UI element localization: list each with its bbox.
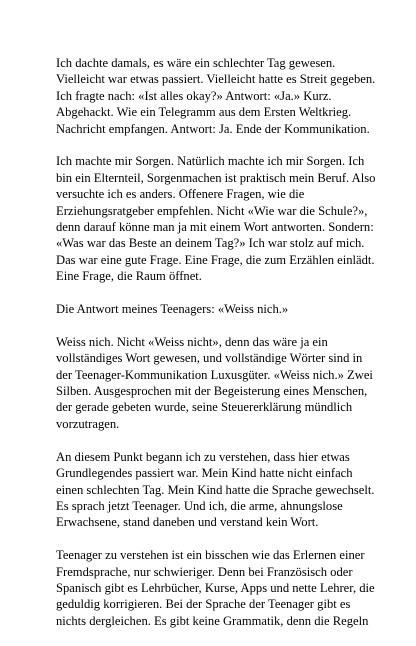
- text-line: Ich machte mir Sorgen. Natürlich machte ich mir Sorgen. Ich: [56, 154, 365, 169]
- paragraph: [56, 153, 374, 284]
- text-line: Das war eine gute Frage. Eine Frage, die zum Erzählen einlädt.: [56, 252, 375, 267]
- text-line: geduldig korrigieren. Bei der Sprache der Teenager gibt es: [56, 597, 351, 612]
- text-line: Nachricht empfangen. Antwort: Ja. Ende der Kommunikation.: [56, 121, 370, 136]
- paragraph: [56, 301, 374, 317]
- text-line: Es sprach jetzt Teenager. Und ich, die arme, ahnungslose: [56, 498, 343, 513]
- paragraph: [56, 449, 374, 531]
- text-line: vollständiges Wort gewesen, und vollständige Wörter sind in: [56, 351, 363, 366]
- text-line: Ich fragte nach: «Ist alles okay?» Antwort: «Ja.» Kurz.: [56, 88, 332, 103]
- text-line: denn darauf könne man ja mit einem Wort antworten. Sondern:: [56, 220, 374, 235]
- text-line: Grundlegendes passiert war. Mein Kind hatte nicht einfach: [56, 466, 353, 481]
- body-text: [56, 55, 374, 646]
- text-line: Erwachsene, stand daneben und verstand kein Wort.: [56, 515, 319, 530]
- text-line: Spanisch gibt es Lehrbücher, Kurse, Apps und nette Lehrer, die: [56, 580, 375, 595]
- text-line: Eine Frage, die Raum öffnet.: [56, 269, 202, 284]
- text-line: Fremdsprache, nur schwieriger. Denn bei Französisch oder: [56, 564, 353, 579]
- text-line: versuchte ich es anders. Offenere Fragen, wie die: [56, 187, 305, 202]
- text-line: einen schlechten Tag. Mein Kind hatte die Sprache gewechselt.: [56, 482, 375, 497]
- text-line: der gerade gebeten wurde, seine Steuererklärung mündlich: [56, 400, 353, 415]
- paragraph: [56, 334, 374, 432]
- text-line: Abgehackt. Wie ein Telegramm aus dem Ersten Weltkrieg.: [56, 105, 352, 120]
- text-line: Erziehungsratgeber empfehlen. Nicht «Wie war die Schule?»,: [56, 203, 368, 218]
- paragraph: [56, 547, 374, 629]
- text-line: Silben. Ausgesprochen mit der Begeisterung eines Menschen,: [56, 384, 368, 399]
- text-line: An diesem Punkt begann ich zu verstehen, dass hier etwas: [56, 449, 350, 464]
- text-line: «Was war das Beste an deinem Tag?» Ich war stolz auf mich.: [56, 236, 365, 251]
- text-line: nichts dergleichen. Es gibt keine Grammatik, denn die Regeln: [56, 613, 369, 628]
- text-line: Vielleicht war etwas passiert. Vielleicht hatte es Streit gegeben.: [56, 72, 376, 87]
- text-line: bin ein Elternteil, Sorgenmachen ist praktisch mein Beruf. Also: [56, 170, 376, 185]
- text-line: Ich dachte damals, es wäre ein schlechter Tag gewesen.: [56, 56, 336, 70]
- text-line: Teenager zu verstehen ist ein bisschen wie das Erlernen einer: [56, 548, 365, 563]
- text-line: vorzutragen.: [56, 416, 120, 431]
- paragraph: [56, 55, 374, 137]
- text-line: Die Antwort meines Teenagers: «Weiss nich.»: [56, 302, 289, 317]
- text-line: Weiss nich. Nicht «Weiss nicht», denn das wäre ja ein: [56, 334, 328, 349]
- text-line: der Teenager-Kommunikation Luxusgüter. «Weiss nich.» Zwei: [56, 367, 373, 382]
